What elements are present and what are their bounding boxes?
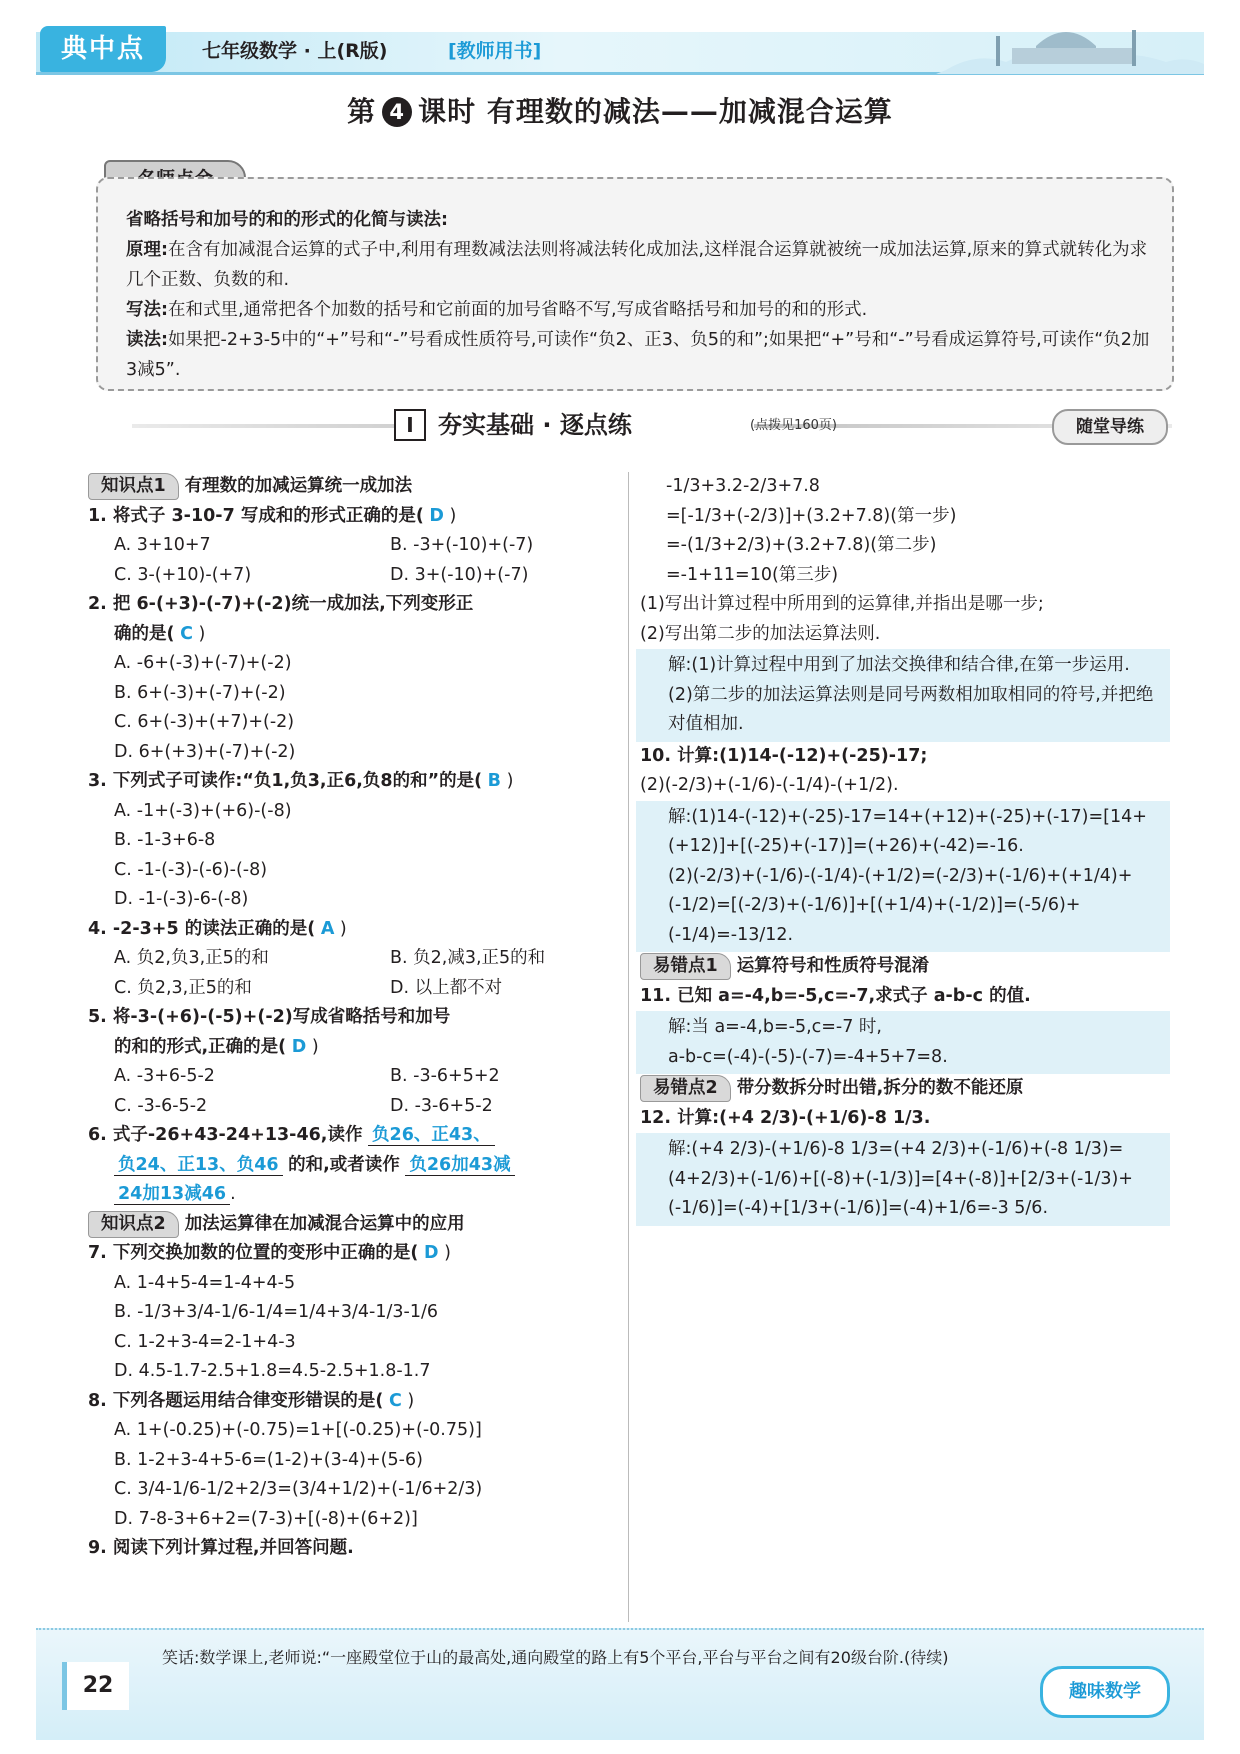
q6-blank-1: 负26、正43、 <box>368 1125 495 1146</box>
q8-answer: C <box>389 1390 402 1411</box>
q6-blank-4: 24加13减46 <box>114 1184 230 1205</box>
q5-answer: D <box>291 1036 307 1057</box>
q4-options-cd: C. 负2,3,正5的和 D. 以上都不对 <box>114 977 503 998</box>
q8-option-c: C. 3/4-1/6-1/2+2/3=(3/4+1/2)+(-1/6+2/3) <box>114 1479 483 1499</box>
q7-option-d: D. 4.5-1.7-2.5+1.8=4.5-2.5+1.8-1.7 <box>114 1361 431 1381</box>
section-title: I 夯实基础 · 逐点练 <box>394 408 754 442</box>
q7-option-b: B. -1/3+3/4-1/6-1/4=1/4+3/4-1/3-1/6 <box>114 1302 439 1322</box>
q5-options-cd: C. -3-6-5-2 D. -3-6+5-2 <box>114 1095 493 1116</box>
q8: 8. 下列各题运用结合律变形错误的是( C ) <box>88 1390 415 1411</box>
lesson-name: 课时 有理数的减法——加减混合运算 <box>418 95 893 128</box>
q2-cont: 确的是( C ) <box>114 623 206 644</box>
q12-solution-text: 解:(+4 2/3)-(+1/6)-8 1/3=(+4 2/3)+(-1/6)+(-8 1/3)=(4+2/3)+(-1/6)+[(-8)+(-1/3)]=[4+(-8)]+[2/3+(-1/3)+(-1/6)]=(-4)+[1/3+(-1/6)]=(-4)+1/6=-3 5/6. <box>668 1139 1133 1218</box>
q7-option-c: C. 1-2+3-4=2-1+4-3 <box>114 1331 296 1352</box>
section-note: (点拨见160页) <box>750 418 837 433</box>
left-column <box>88 472 618 1564</box>
q3-option-b: B. -1-3+6-8 <box>114 830 216 850</box>
tips-heading: 省略括号和加号的和的形式的化简与读法: <box>126 210 448 230</box>
q12-solution <box>636 1133 1170 1226</box>
q12: 12. 计算:(+4 2/3)-(+1/6)-8 1/3. <box>640 1107 931 1128</box>
q1: 1. 将式子 3-10-7 写成和的形式正确的是( D ) <box>88 505 457 526</box>
page-footer <box>36 1628 1204 1740</box>
q3: 3. 下列式子可读作:“负1,负3,正6,负8的和”的是( B ) <box>88 771 514 791</box>
q6-end: 24加13减46 . <box>88 1180 618 1210</box>
q8-option-a: A. 1+(-0.25)+(-0.75)=1+[(-0.25)+(-0.75)] <box>114 1420 482 1440</box>
q11: 11. 已知 a=-4,b=-5,c=-7,求式子 a-b-c 的值. <box>640 985 1031 1006</box>
ep2-heading: 易错点2 带分数拆分时出错,拆分的数不能还原 <box>640 1074 1170 1104</box>
q2-option-c: C. 6+(-3)+(+7)+(-2) <box>114 712 295 732</box>
kp1-heading: 知识点1 有理数的加减运算统一成加法 <box>88 472 618 502</box>
q11-solution-1: 解:当 a=-4,b=-5,c=-7 时, <box>668 1017 882 1037</box>
q8-option-d: D. 7-8-3+6+2=(7-3)+[(-8)+(6+2)] <box>114 1508 418 1529</box>
q7-option-a: A. 1-4+5-4=1-4+4-5 <box>114 1272 296 1293</box>
tips-principle: 原理:在含有加减混合运算的式子中,利用有理数减法法则将减法转化成加法,这样混合运算就被统一成加法运算,原来的算式就转化为求几个正数、负数的和. <box>126 240 1148 290</box>
q11-solution <box>636 1011 1170 1074</box>
tips-reading: 读法:如果把-2+3-5中的“+”号和“-”号看成性质符号,可读作“负2、正3、负5的和”;如果把“+”号和“-”号看成运算符号,可读作“负2加3减5”. <box>126 330 1150 380</box>
lesson-title <box>0 90 1240 130</box>
q5-cont: 的和的形式,正确的是( D ) <box>114 1036 319 1057</box>
palace-illustration-icon <box>936 12 1204 74</box>
q10-part-2: (2)(-2/3)+(-1/6)-(-1/4)-(+1/2). <box>640 775 899 795</box>
column-divider <box>628 472 629 1622</box>
q4: 4. -2-3+5 的读法正确的是( A ) <box>88 918 347 939</box>
q4-answer: A <box>320 918 335 939</box>
q3-option-d: D. -1-(-3)-6-(-8) <box>114 889 249 909</box>
right-column <box>640 472 1170 1226</box>
q10-solution-2: (2)(-2/3)+(-1/6)-(-1/4)-(+1/2)=(-2/3)+(-1/6)+(+1/4)+(-1/2)=[(-2/3)+(-1/6)]+[(+1/4)+(-1/2)]=(-5/6)+(-1/4)=-13/12. <box>668 865 1133 945</box>
page-number: 22 <box>62 1662 129 1710</box>
q3-answer: B <box>487 771 501 791</box>
q9-solution-1: 解:(1)计算过程中用到了加法交换律和结合律,在第一步运用. <box>668 655 1130 675</box>
q6-cont: 负24、正13、负46 的和,或者读作 负26加43减 <box>88 1151 618 1181</box>
tips-box <box>96 177 1174 391</box>
q5: 5. 将-3-(+6)-(-5)+(-2)写成省略括号和加号 <box>88 1007 451 1027</box>
q8-option-b: B. 1-2+3-4+5-6=(1-2)+(3-4)+(5-6) <box>114 1449 423 1470</box>
ep1-heading: 易错点1 运算符号和性质符号混淆 <box>640 952 1170 982</box>
q10-solution-1: 解:(1)14-(-12)+(-25)-17=14+(+12)+(-25)+(-17)=[14+(+12)]+[(-25)+(-17)]=(+26)+(-42)=-16. <box>668 806 1147 856</box>
q7-answer: D <box>424 1243 439 1263</box>
q6: 6. 式子-26+43-24+13-46,读作 负26、正43、 <box>88 1121 618 1151</box>
q2-answer: C <box>180 623 193 644</box>
tips-writing: 写法:在和式里,通常把各个加数的括号和它前面的加号省略不写,写成省略括号和加号的和的形式. <box>126 300 868 320</box>
q9: 9. 阅读下列计算过程,并回答问题. <box>88 1538 354 1558</box>
q2-option-d: D. 6+(+3)+(-7)+(-2) <box>114 741 296 762</box>
q9-line-2: =[-1/3+(-2/3)]+(3.2+7.8)(第一步) <box>666 505 957 526</box>
q2-option-b: B. 6+(-3)+(-7)+(-2) <box>114 682 286 703</box>
kp2-heading: 知识点2 加法运算律在加减混合运算中的应用 <box>88 1210 618 1240</box>
q9-solution-2: (2)第二步的加法运算法则是同号两数相加取相同的符号,并把绝对值相加. <box>668 684 1154 734</box>
q10: 10. 计算:(1)14-(-12)+(-25)-17; <box>640 745 928 766</box>
q1-options-ab: A. 3+10+7 B. -3+(-10)+(-7) <box>114 535 534 555</box>
q3-option-c: C. -1-(-3)-(-6)-(-8) <box>114 859 268 880</box>
q5-options-ab: A. -3+6-5-2 B. -3-6+5+2 <box>114 1066 500 1086</box>
lesson-number: 4 <box>382 97 412 127</box>
q9-part-2: (2)写出第二步的加法运算法则. <box>640 623 881 644</box>
brand-logo: 典中点 <box>40 26 166 72</box>
lesson-prefix: 第 <box>347 95 377 128</box>
q2: 2. 把 6-(+3)-(-7)+(-2)统一成加法,下列变形正 <box>88 594 474 614</box>
q10-solution <box>636 801 1170 953</box>
teacher-tag: [教师用书] <box>448 40 542 62</box>
q9-line-1: -1/3+3.2-2/3+7.8 <box>666 476 820 496</box>
guide-badge: 随堂导练 <box>1052 409 1168 445</box>
q6-blank-2: 负24、正13、负46 <box>114 1155 283 1176</box>
book-title: 七年级数学 · 上(R版) <box>202 40 388 62</box>
q9-solution <box>636 649 1170 742</box>
q9-part-1: (1)写出计算过程中所用到的运算律,并指出是哪一步; <box>640 594 1044 614</box>
fun-math-badge: 趣味数学 <box>1040 1666 1170 1718</box>
q11-solution-2: a-b-c=(-4)-(-5)-(-7)=-4+5+7=8. <box>668 1046 948 1067</box>
page-header <box>36 12 1204 76</box>
footer-joke: 笑话:数学课上,老师说:“一座殿堂位于山的最高处,通向殿堂的路上有5个平台,平台与平台之间有20级台阶.(待续) <box>162 1648 949 1667</box>
section-banner <box>132 408 1176 444</box>
q7: 7. 下列交换加数的位置的变形中正确的是( D ) <box>88 1243 451 1263</box>
q9-line-4: =-1+11=10(第三步) <box>666 564 839 585</box>
q3-option-a: A. -1+(-3)+(+6)-(-8) <box>114 800 292 821</box>
q2-option-a: A. -6+(-3)+(-7)+(-2) <box>114 653 292 673</box>
q9-line-3: =-(1/3+2/3)+(3.2+7.8)(第二步) <box>666 535 937 555</box>
q1-answer: D <box>429 505 444 526</box>
q1-options-cd: C. 3-(+10)-(+7) D. 3+(-10)+(-7) <box>114 564 529 585</box>
q6-blank-3: 负26加43减 <box>405 1155 514 1176</box>
q4-options-ab: A. 负2,负3,正5的和 B. 负2,减3,正5的和 <box>114 948 546 968</box>
